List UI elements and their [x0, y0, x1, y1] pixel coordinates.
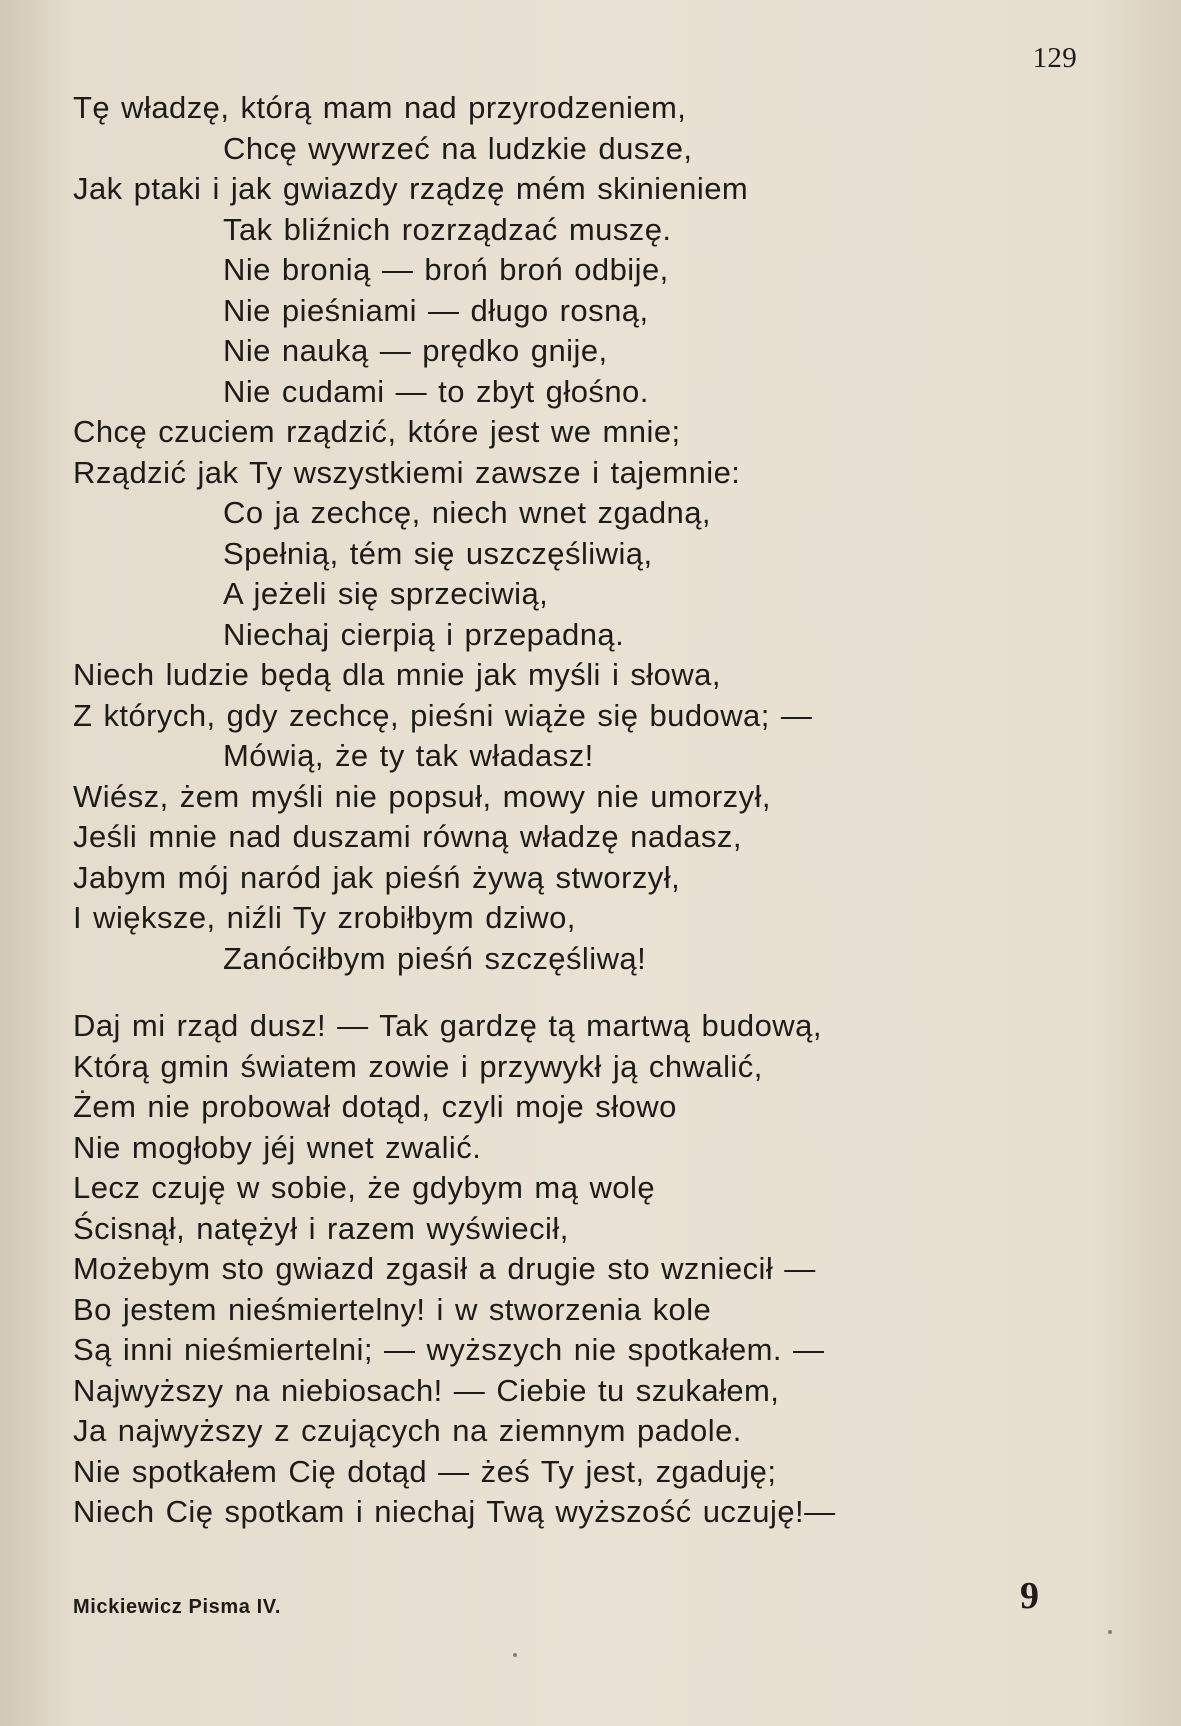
poem-line: Rządzić jak Ty wszystkiemi zawsze i tajemnie: [73, 454, 741, 490]
poem-line: Jeśli mnie nad duszami równą władzę nadasz, [73, 819, 742, 854]
paper-speck [1108, 1630, 1112, 1634]
poem-line: Niech Cię spotkam i niechaj Twą wyższość uczuję!— [73, 1494, 836, 1529]
poem-line: Co ja zechcę, niech wnet zgadną, [223, 495, 711, 530]
stanza [73, 88, 1083, 979]
poem-line: Możebym sto gwiazd zgasił a drugie sto wzniecił — [73, 1251, 816, 1286]
poem-line: Ja najwyższy z czujących na ziemnym padole. [73, 1413, 742, 1448]
poem-line: Jak ptaki i jak gwiazdy rządzę mém skinieniem [73, 171, 749, 206]
poem-line: Nie pieśniami — długo rosną, [223, 292, 649, 328]
poem-line: Którą gmin światem zowie i przywykł ją chwalić, [73, 1048, 763, 1084]
poem-line: Wiész, żem myśli nie popsuł, mowy nie umorzył, [73, 778, 771, 814]
paper-speck [513, 1653, 517, 1657]
poem-line: Tak bliźnich rozrządzać muszę. [223, 211, 672, 247]
poem-line: Są inni nieśmiertelni; — wyższych nie spotkałem. — [73, 1332, 825, 1367]
poem-line: Spełnią, tém się uszczęśliwią, [223, 535, 653, 571]
poem-text [73, 88, 1083, 1533]
poem-line: Najwyższy na niebiosach! — Ciebie tu szukałem, [73, 1372, 780, 1408]
poem-line: Ścisnął, natężył i razem wyświecił, [73, 1210, 569, 1246]
poem-line: Nie mogłoby jéj wnet zwalić. [73, 1129, 482, 1165]
poem-line: I większe, niźli Ty zrobiłbym dziwo, [73, 900, 576, 935]
poem-line: Żem nie probował dotąd, czyli moje słowo [73, 1089, 677, 1124]
poem-line: Mówią, że ty tak władasz! [223, 738, 594, 773]
poem-line: Bo jestem nieśmiertelny! i w stworzenia kole [73, 1291, 712, 1327]
poem-line: Tę władzę, którą mam nad przyrodzeniem, [73, 90, 687, 125]
poem-line: Daj mi rząd dusz! — Tak gardzę tą martwą budową, [73, 1008, 822, 1043]
poem-line: Chcę czuciem rządzić, które jest we mnie; [73, 414, 681, 449]
stanza [73, 1006, 1083, 1533]
poem-line: Niechaj cierpią i przepadną. [223, 616, 625, 652]
poem-line: Nie bronią — broń broń odbije, [223, 252, 669, 287]
printer-signature-mark: 9 [1020, 1575, 1039, 1617]
poem-line: Nie cudami — to zbyt głośno. [223, 373, 649, 409]
poem-line: Lecz czuję w sobie, że gdybym mą wolę [73, 1170, 656, 1205]
page-number: 129 [1032, 42, 1077, 74]
footer-book-title: Mickiewicz Pisma IV. [73, 1596, 282, 1618]
poem-line: Niech ludzie będą dla mnie jak myśli i słowa, [73, 657, 721, 692]
poem-line: Jabym mój naród jak pieśń żywą stworzył, [73, 859, 681, 895]
poem-line: Chcę wywrzeć na ludzkie dusze, [223, 130, 693, 166]
poem-line: Z których, gdy zechcę, pieśni wiąże się budowa; — [73, 697, 813, 733]
poem-line: Nie nauką — prędko gnije, [223, 333, 608, 368]
poem-line: Nie spotkałem Cię dotąd — żeś Ty jest, zgaduję; [73, 1453, 777, 1489]
stanza-break [73, 979, 1083, 1006]
poem-line: Zanóciłbym pieśń szczęśliwą! [223, 940, 647, 976]
poem-line: A jeżeli się sprzeciwią, [223, 576, 549, 611]
